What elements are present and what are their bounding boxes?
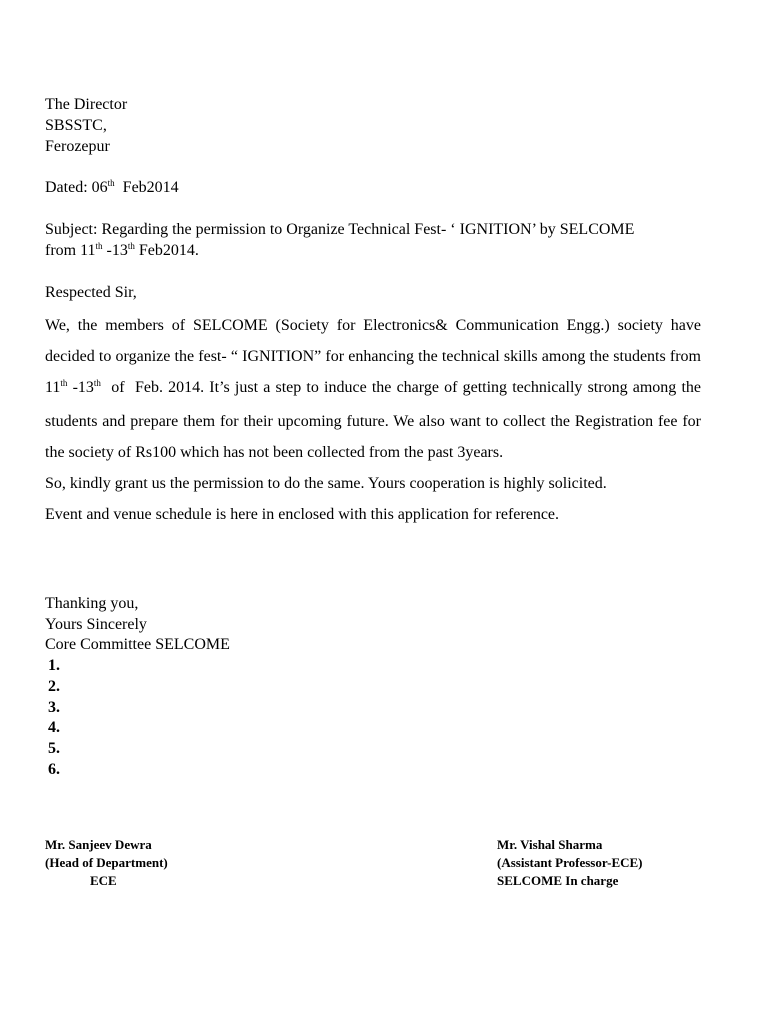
recipient-line-1: The Director <box>45 96 128 113</box>
member-number: 5. <box>48 740 60 757</box>
left-signatory-title: (Head of Department) <box>45 855 168 870</box>
recipient-line-2: SBSSTC, <box>45 117 107 134</box>
member-number: 3. <box>48 699 60 716</box>
body-paragraph-2: So, kindly grant us the permission to do the same. Yours cooperation is highly solicited. <box>45 475 607 493</box>
body-paragraph-1: We, the members of SELCOME (Society for Electronics& Communication Engg.) society have decided to organize the fest- “ IGNITION” for enhancing the technical skills among the students from 11th -13th of Feb. 2014. It’s just a step to induce the charge of getting technically strong among the students and prepare them for their upcoming future. We also want to collect the Registration fee for the society of Rs100 which has not been collected from the past 3years. <box>45 317 705 461</box>
right-signatory-title: (Assistant Professor-ECE) <box>497 855 643 870</box>
right-signatory-name: Mr. Vishal Sharma <box>497 837 603 852</box>
recipient-line-3: Ferozepur <box>45 138 110 155</box>
left-signatory-name: Mr. Sanjeev Dewra <box>45 837 152 852</box>
closing-line-2: Yours Sincerely <box>45 616 147 633</box>
subject-line-2: from 11th -13th Feb2014. <box>45 241 199 259</box>
member-number: 4. <box>48 719 60 736</box>
member-number: 2. <box>48 678 60 695</box>
closing-line-1: Thanking you, <box>45 595 139 612</box>
left-signatory-dept: ECE <box>90 873 117 888</box>
subject-line-1: Subject: Regarding the permission to Organize Technical Fest- ‘ IGNITION’ by SELCOME <box>45 221 635 238</box>
body-paragraph-3: Event and venue schedule is here in enclosed with this application for reference. <box>45 506 560 524</box>
letter-body <box>45 310 705 530</box>
member-number: 6. <box>48 761 60 778</box>
salutation: Respected Sir, <box>45 284 137 301</box>
closing-line-3: Core Committee SELCOME <box>45 636 230 653</box>
letter-date: Dated: 06th Feb2014 <box>45 178 179 196</box>
member-number: 1. <box>48 657 60 674</box>
right-signatory-role: SELCOME In charge <box>497 873 619 888</box>
